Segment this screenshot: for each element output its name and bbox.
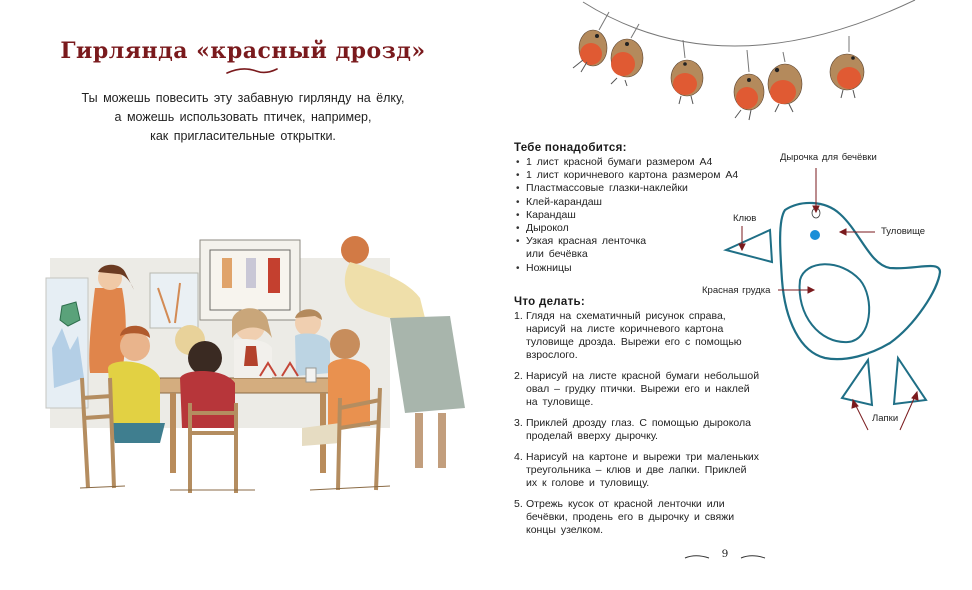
label-feet: Лапки bbox=[872, 413, 899, 424]
materials-item: • Пластмассовые глазки-наклейки bbox=[514, 182, 774, 195]
robin-ornament bbox=[734, 50, 764, 120]
page-number-swash-left bbox=[684, 554, 710, 560]
robin-template-diagram bbox=[700, 140, 972, 440]
robin-ornament bbox=[830, 36, 864, 98]
step-line: концы узелком. bbox=[526, 524, 604, 536]
intro-line: а можешь использовать птичек, например, bbox=[114, 110, 372, 124]
robin-garland-illustration bbox=[555, 0, 960, 125]
page-number-swash-right bbox=[740, 554, 766, 560]
materials-item: • 1 лист коричневого картона размером А4 bbox=[514, 169, 774, 182]
intro-line: как пригласительные открытки. bbox=[150, 129, 336, 143]
instruction-step bbox=[514, 498, 784, 537]
materials-item: • Узкая красная ленточка bbox=[514, 235, 774, 248]
instructions-title: Что делать: bbox=[514, 296, 586, 308]
materials-item: • 1 лист красной бумаги размером А4 bbox=[514, 156, 774, 169]
step-line: Глядя на схематичный рисунок справа, bbox=[526, 310, 726, 322]
materials-item: • Карандаш bbox=[514, 209, 774, 222]
step-line: бечёвки, продень его в дырочку и свяжи bbox=[526, 511, 735, 523]
materials-title: Тебе понадобится: bbox=[514, 142, 627, 154]
instruction-step bbox=[514, 451, 784, 490]
step-line: взрослого. bbox=[526, 349, 578, 361]
intro-line: Ты можешь повесить эту забавную гирлянду на ёлку, bbox=[81, 91, 405, 105]
page-footer bbox=[680, 548, 770, 564]
page-title: Гирлянда «красный дрозд» bbox=[60, 38, 426, 64]
step-number: 1. bbox=[514, 310, 523, 322]
step-line: треугольника – клюв и две лапки. Приклей bbox=[526, 464, 747, 476]
label-beak: Клюв bbox=[733, 213, 757, 224]
intro-text bbox=[40, 89, 446, 146]
step-line: овал – грудку птички. Вырежи его и наклей bbox=[526, 383, 750, 395]
robin-ornament bbox=[768, 52, 802, 112]
step-line: Нарисуй на картоне и вырежи три маленьких bbox=[526, 451, 760, 463]
step-line: нарисуй на листе коричневого картона bbox=[526, 323, 724, 335]
robin-ornament bbox=[573, 12, 609, 72]
step-line: их к голове и туловищу. bbox=[526, 477, 650, 489]
page-number: 9 bbox=[721, 548, 729, 560]
materials-item-continuation: или бечёвка bbox=[526, 248, 588, 261]
step-line: Нарисуй на листе красной бумаги небольшой bbox=[526, 370, 760, 382]
step-line: туловище дрозда. Вырежи его с помощью bbox=[526, 336, 742, 348]
step-number: 5. bbox=[514, 498, 523, 510]
materials-item: • Ножницы bbox=[514, 262, 774, 275]
materials-item: • Дырокол bbox=[514, 222, 774, 235]
step-number: 2. bbox=[514, 370, 523, 382]
step-line: Приклей дрозду глаз. С помощью дырокола bbox=[526, 417, 751, 429]
step-line: на туловище. bbox=[526, 396, 594, 408]
robin-ornament bbox=[671, 40, 703, 104]
label-breast: Красная грудка bbox=[702, 285, 771, 296]
step-number: 3. bbox=[514, 417, 523, 429]
label-hole: Дырочка для бечёвки bbox=[780, 152, 877, 163]
step-line: Отрежь кусок от красной ленточки или bbox=[526, 498, 725, 510]
classroom-illustration bbox=[10, 228, 480, 500]
step-line: проделай вверху дырочку. bbox=[526, 430, 658, 442]
materials-item: • Клей-карандаш bbox=[514, 196, 774, 209]
step-number: 4. bbox=[514, 451, 523, 463]
robin-ornament bbox=[611, 24, 643, 86]
title-swash-ornament bbox=[226, 66, 278, 76]
label-body: Туловище bbox=[881, 226, 926, 237]
